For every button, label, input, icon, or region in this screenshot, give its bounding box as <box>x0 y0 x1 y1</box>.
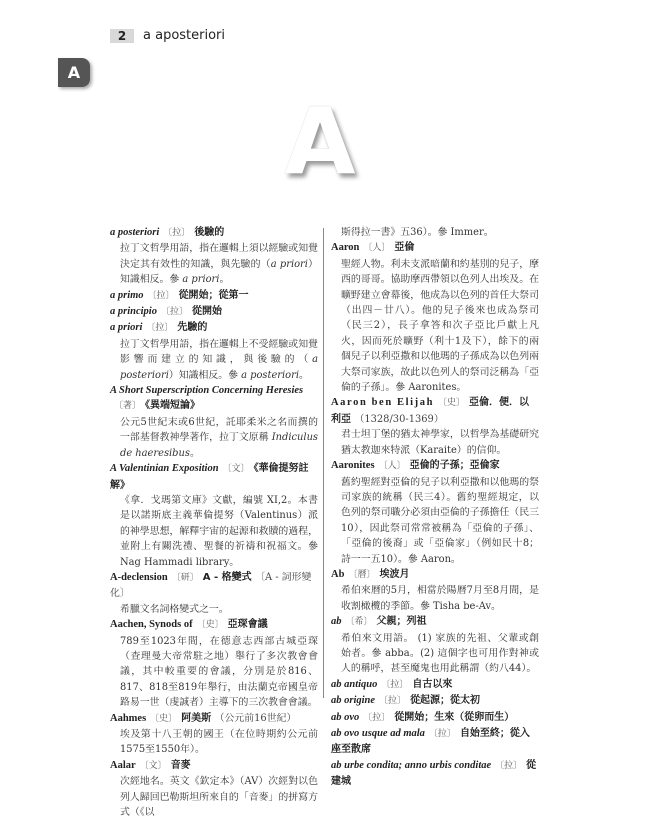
headword: A-declension <box>110 571 168 583</box>
definition-segment: 拉丁文哲學用語，指在邏輯上須以經驗或知覺決定其有效性的知識，與先驗的（ <box>120 243 318 270</box>
category-tag: 〔拉〕 <box>381 679 409 690</box>
gloss: 自古以來 <box>412 678 453 690</box>
definition <box>110 602 318 617</box>
gloss: 《華倫提努註解》 <box>110 463 309 491</box>
gloss: 亞倫．便．以利亞 <box>331 397 530 425</box>
category-tag: 〔拉〕 <box>147 290 175 301</box>
definition-segment: Indiculus de haeresibus <box>120 432 318 459</box>
entry-head <box>110 320 318 336</box>
definition <box>110 774 318 820</box>
definition <box>331 427 539 458</box>
category-tag: 〔曆〕 <box>348 569 376 580</box>
entry-head <box>331 458 539 474</box>
entry-head <box>110 711 318 727</box>
category-tag: 〔史〕 <box>438 398 466 409</box>
gloss: 阿美斯 <box>181 712 212 724</box>
dictionary-entry <box>331 726 539 758</box>
definition-segment: ）知識相反。參 <box>120 258 318 286</box>
gloss: 父親；列祖 <box>376 616 427 628</box>
category-tag: 〔拉〕 <box>363 712 391 723</box>
headword: ab origine <box>331 695 376 707</box>
dictionary-entry <box>110 288 318 304</box>
definition <box>331 631 539 677</box>
headword: ab ovo <box>331 711 360 723</box>
gloss: 亞倫的子孫；亞倫家 <box>409 460 500 472</box>
definition-segment: 希臘文名詞格變式之一。 <box>120 603 229 615</box>
column-divider <box>323 228 324 698</box>
definition-segment: 希伯來文用語。 (1) 家族的先祖、父輩或創始者。參 abba。(2) 這個字也可用作對神或人的稱呼，甚至魔鬼也用此稱謂（約八44）。 <box>341 632 539 675</box>
definition-segment: 聖經人物。利未支派暗蘭和約基別的兒子，摩西的哥哥。協助摩西帶領以色列人出埃及。在曠野建立會幕後，他成為以色列的首任大祭司（出四－廿八）。他的兒子後來也成為祭司（民三2），長子拿答和次子亞比戶獻上凡火，因而死於曠野（利十1及下），餘下的兩個兒子以利亞撒和以他瑪的子孫成為以色列兩大祭司家族，故此以色列人的祭司泛稱為「亞倫的子孫」。參 Aaronites。 <box>341 258 539 394</box>
category-tag: 〔拉〕 <box>163 228 191 238</box>
definition-segment: 公元5世紀末或6世紀，託耶柔米之名而撰的一部基督教神學著作，拉丁文原稱 <box>120 416 318 444</box>
headword: ab urbe condita; anno urbis conditae <box>331 759 492 771</box>
running-title: a aposteriori <box>143 28 226 43</box>
entry-head <box>331 726 539 758</box>
category-tag: 〔拉〕 <box>379 696 407 707</box>
entry-head <box>331 677 539 693</box>
head-note: （公元前16世紀） <box>214 712 297 724</box>
gloss: 埃波月 <box>379 568 410 580</box>
dictionary-entry <box>331 677 539 693</box>
definition <box>331 475 539 567</box>
gloss: 亞琛會議 <box>227 619 268 631</box>
dictionary-entry <box>110 304 318 320</box>
dictionary-entry <box>331 710 539 726</box>
headword: A Valentinian Exposition <box>110 463 219 475</box>
definition <box>110 241 318 287</box>
definition-segment: a posteriori <box>241 369 300 381</box>
category-tag: 〔史〕 <box>150 713 178 724</box>
definition-segment: ）知識相反。參 <box>168 369 242 381</box>
category-tag: 〔拉〕 <box>495 760 523 771</box>
entry-head <box>110 225 318 241</box>
left-column <box>110 225 318 820</box>
definition-segment: 次經地名。英文《欽定本》（AV）次經對以色列人歸回巴勒斯坦所來自的「音麥」的拼寫方式（《以 <box>120 776 318 819</box>
definition <box>331 583 539 614</box>
category-tag: 〔希〕 <box>345 617 373 628</box>
dictionary-entry <box>110 383 318 461</box>
entry-head <box>331 567 539 583</box>
gloss: 音麥 <box>170 759 191 771</box>
headword: Aalar <box>110 759 136 771</box>
headword: Aaronites <box>331 460 375 472</box>
headword: a priori <box>110 322 143 334</box>
category-tag: 〔史〕 <box>196 620 224 631</box>
entry-head <box>331 758 539 790</box>
gloss: 自始至終；從入座至散席 <box>331 728 530 756</box>
headword: a principio <box>110 306 157 318</box>
headword: a posteriori <box>110 227 160 238</box>
headword: ab <box>331 616 342 628</box>
dictionary-entry <box>110 570 318 617</box>
entry-head <box>110 617 318 633</box>
definition <box>110 337 318 383</box>
gloss: 從建城 <box>331 759 537 788</box>
running-header <box>110 28 225 43</box>
definition <box>110 415 318 461</box>
category-tag: 〔人〕 <box>363 243 391 254</box>
gloss: 先驗的 <box>177 322 208 334</box>
entry-head <box>110 288 318 304</box>
category-tag: 〔研〕 <box>171 572 199 583</box>
definition <box>110 727 318 758</box>
gloss: 從開始 <box>191 306 222 318</box>
dictionary-entry <box>331 458 539 567</box>
definition-segment: 埃及第十八王朝的國王（在位時期約公元前1575至1550年）。 <box>120 729 318 756</box>
definition-segment: 希伯來曆的5月，相當於陽曆7月至8月間，是收割橄欖的季節。參 Tisha be-Av。 <box>341 585 539 612</box>
dictionary-entry <box>331 614 539 677</box>
headword: Aachen, Synods of <box>110 619 193 631</box>
entry-head <box>331 240 539 256</box>
category-tag: 〔拉〕 <box>160 307 188 318</box>
definition-segment: a priori <box>270 258 308 270</box>
category-tag: 〔文〕 <box>139 760 167 771</box>
category-tag: 〔文〕 <box>222 464 250 475</box>
headword: Aaron <box>331 242 360 254</box>
dictionary-entry <box>110 225 318 288</box>
definition-segment: 。 <box>189 447 200 459</box>
headword: ab ovo usque ad mala <box>331 728 425 739</box>
right-column <box>331 225 539 790</box>
category-tag: 〔著〕 <box>114 401 142 412</box>
definition-segment: 舊約聖經對亞倫的兒子以利亞撒和以他瑪的祭司家族的統稱（民三4）。舊約聖經規定，以色列的祭司職分必須由亞倫的子孫擔任（民三10），因此祭司常常被稱為「亞倫的子孫」、「亞倫的後裔」或「亞倫家」（例如民十8；詩一一五10）。參 Aaron。 <box>341 476 539 565</box>
dictionary-entry <box>331 567 539 614</box>
headword: A Short Superscription Concerning Heresies <box>110 385 304 397</box>
definition-segment: 君士坦丁堡的猶太神學家，以哲學為基礎研究猶太教迦來特派（Karaite）的信仰。 <box>341 429 539 456</box>
entry-head <box>331 395 539 427</box>
definition-segment: a priori <box>182 274 220 286</box>
definition-segment: 。 <box>219 274 230 286</box>
definition-segment: 789至1023年間，在德意志西部古城亞琛（查理曼大帝常駐之地）舉行了多次教會會議，其中較重要的會議，分別是於816、817、818至819年舉行，由法蘭克帝國皇帝路易一世（虔誠者）主導下的三次教會會議。 <box>120 635 318 709</box>
head-note: （1328/30-1369） <box>354 413 444 425</box>
definition-segment: 拉丁文哲學用語，指在邏輯上不受經驗或知覺影響而建立的知識，與後驗的（ <box>120 338 318 366</box>
dictionary-entry <box>110 711 318 758</box>
category-tag: 〔拉〕 <box>428 729 456 739</box>
category-tag: 〔人〕 <box>378 461 406 472</box>
entry-head <box>331 693 539 709</box>
entry-head <box>110 461 318 493</box>
gloss: A - 格變式 <box>202 571 252 583</box>
headword: ab antiquo <box>331 678 378 690</box>
section-letter: A <box>284 88 356 195</box>
entry-head <box>110 383 318 415</box>
headword: Aaron ben Elijah <box>331 397 435 409</box>
definition-segment: 《拿．戈瑪第文庫》文獻，編號 XI,2。本書是以諾斯底主義華倫提努（Valentinus）派的神學思想，解釋宇宙的起源和救贖的過程，並附上有關洗禮、聖餐的祈禱和祝福文。參 Nag Hammadi library。 <box>120 494 318 568</box>
page-number: 2 <box>110 29 134 43</box>
gloss: 後驗的 <box>194 227 225 238</box>
gloss: 《異端短論》 <box>145 400 201 412</box>
gloss: 從開始；生來（從卵而生） <box>394 711 515 723</box>
dictionary-entry <box>331 758 539 790</box>
entry-head <box>110 758 318 774</box>
entry-head <box>110 570 318 602</box>
headword: a primo <box>110 289 144 301</box>
gloss: 亞倫 <box>394 242 415 254</box>
dictionary-entry <box>110 461 318 570</box>
gloss: 從開始；從第一 <box>178 289 249 301</box>
headword: Aahmes <box>110 712 147 724</box>
definition-segment: a posteriori <box>120 354 318 381</box>
entry-head <box>110 304 318 320</box>
entry-head <box>331 614 539 630</box>
definition <box>110 634 318 711</box>
dictionary-entry <box>331 240 539 395</box>
dictionary-entry <box>110 320 318 383</box>
category-tag: 〔拉〕 <box>146 323 174 334</box>
definition-segment: 。 <box>299 369 309 381</box>
dictionary-entry <box>331 693 539 709</box>
entry-continuation: 斯得拉一書》五36）。參 Immer。 <box>341 227 494 238</box>
dictionary-entry <box>331 395 539 458</box>
definition <box>110 493 318 570</box>
definition <box>331 257 539 396</box>
headword: Ab <box>331 568 345 580</box>
thumb-index-tab: A <box>58 58 90 87</box>
head-note: 〔A - 詞形變化〕 <box>110 571 312 600</box>
gloss: 從起源；從太初 <box>410 695 481 707</box>
dictionary-entry <box>110 617 318 710</box>
dictionary-entry <box>110 758 318 820</box>
entry-head <box>331 710 539 726</box>
